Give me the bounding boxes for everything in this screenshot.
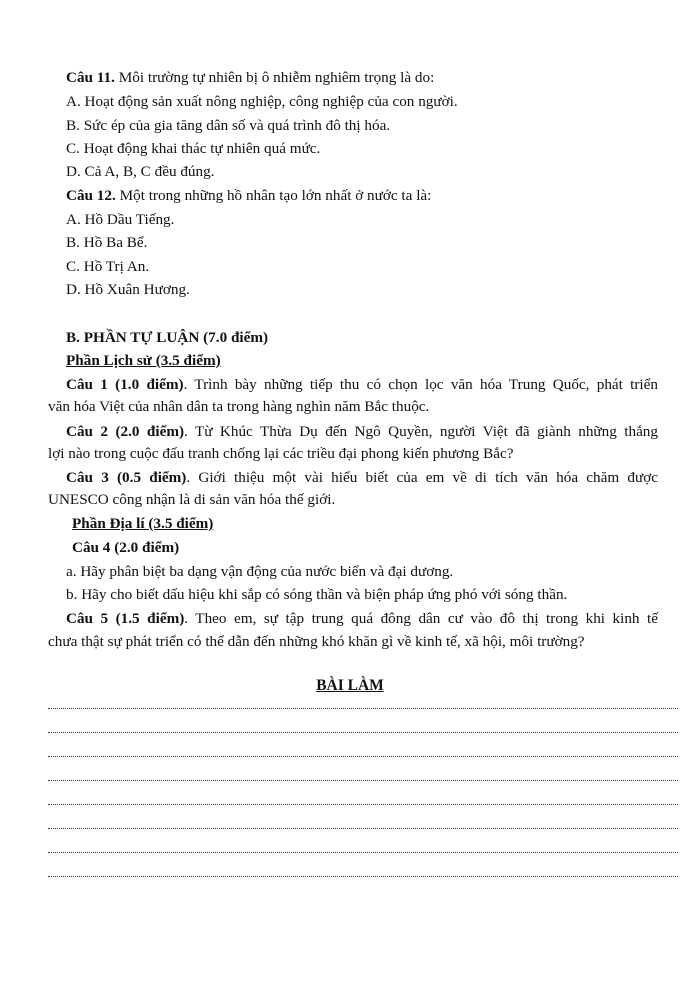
history-q2-label: Câu 2 (2.0 điểm) <box>66 423 185 440</box>
geography-q4-label: Câu 4 (2.0 điểm) <box>72 539 180 556</box>
history-q2-text: . Từ Khúc Thừa Dụ đến Ngô Quyền, người Việt đã giành những thắng <box>184 423 658 440</box>
geography-q5-line1 <box>66 611 658 626</box>
q12-option-a: A. Hồ Dầu Tiếng. <box>66 211 175 228</box>
question-11-label: Câu 11. <box>66 69 115 86</box>
answer-line-5[interactable] <box>48 804 678 806</box>
q12-option-b: B. Hồ Ba Bể. <box>66 234 148 251</box>
geography-section-title <box>72 516 213 531</box>
history-q1-line2: văn hóa Việt của nhân dân ta trong hàng nghìn năm Bắc thuộc. <box>48 398 430 415</box>
history-q1-line1 <box>66 377 658 392</box>
geography-q4-b: b. Hãy cho biết dấu hiệu khi sắp có sóng thần và biện pháp ứng phó với sóng thần. <box>66 586 568 603</box>
geography-q4-a: a. Hãy phân biệt ba dạng vận động của nước biển và đại dương. <box>66 563 454 580</box>
geography-q5-label: Câu 5 (1.5 điểm) <box>66 610 185 627</box>
geography-q5-line2: chưa thật sự phát triển có thể dẫn đến những khó khăn gì về kinh tế, xã hội, môi trường? <box>48 633 585 650</box>
answer-line-8[interactable] <box>48 876 678 878</box>
answer-line-6[interactable] <box>48 828 678 830</box>
history-title: Phần Lịch sử (3.5 điểm) <box>66 352 221 369</box>
history-section-title <box>66 353 221 368</box>
geography-title: Phần Địa lí (3.5 điểm) <box>72 515 214 532</box>
history-q3-text: . Giới thiệu một vài hiểu biết của em về di tích văn hóa chăm được <box>186 469 658 486</box>
q12-option-d: D. Hồ Xuân Hương. <box>66 281 190 298</box>
history-q3-line1 <box>66 470 658 485</box>
answer-line-2[interactable] <box>48 732 678 734</box>
history-q3-label: Câu 3 (0.5 điểm) <box>66 469 187 486</box>
answer-title-text: BÀI LÀM <box>316 677 384 694</box>
history-q3-line2: UNESCO công nhận là di sản văn hóa thế giới. <box>48 491 336 508</box>
q11-option-c: C. Hoạt động khai thác tự nhiên quá mức. <box>66 140 321 157</box>
question-12-label: Câu 12. <box>66 187 116 204</box>
q11-option-b: B. Sức ép của gia tăng dân số và quá trình đô thị hóa. <box>66 117 391 134</box>
question-11 <box>66 70 434 85</box>
answer-line-1[interactable] <box>48 708 678 710</box>
geography-q5-text: . Theo em, sự tập trung quá đông dân cư vào đô thị trong khi kinh tế <box>184 610 658 627</box>
question-12-text: Một trong những hồ nhân tạo lớn nhất ở nước ta là: <box>115 187 432 204</box>
q11-option-d: D. Cả A, B, C đều đúng. <box>66 163 215 180</box>
part-b-title: B. PHẦN TỰ LUẬN (7.0 điểm) <box>66 329 269 346</box>
history-q1-text: . Trình bày những tiếp thu có chọn lọc văn hóa Trung Quốc, phát triển <box>183 376 658 393</box>
history-q2-line2: lợi nào trong cuộc đấu tranh chống lại các triều đại phong kiến phương Bắc? <box>48 445 514 462</box>
answer-title <box>0 678 700 694</box>
answer-line-3[interactable] <box>48 756 678 758</box>
q11-option-a: A. Hoạt động sản xuất nông nghiệp, công nghiệp của con người. <box>66 93 458 110</box>
history-q1-label: Câu 1 (1.0 điểm) <box>66 376 184 393</box>
q12-option-c: C. Hồ Trị An. <box>66 258 150 275</box>
question-12 <box>66 188 431 203</box>
answer-line-7[interactable] <box>48 852 678 854</box>
question-11-text: Môi trường tự nhiên bị ô nhiễm nghiêm trọng là do: <box>114 69 435 86</box>
answer-line-4[interactable] <box>48 780 678 782</box>
history-q2-line1 <box>66 424 658 439</box>
